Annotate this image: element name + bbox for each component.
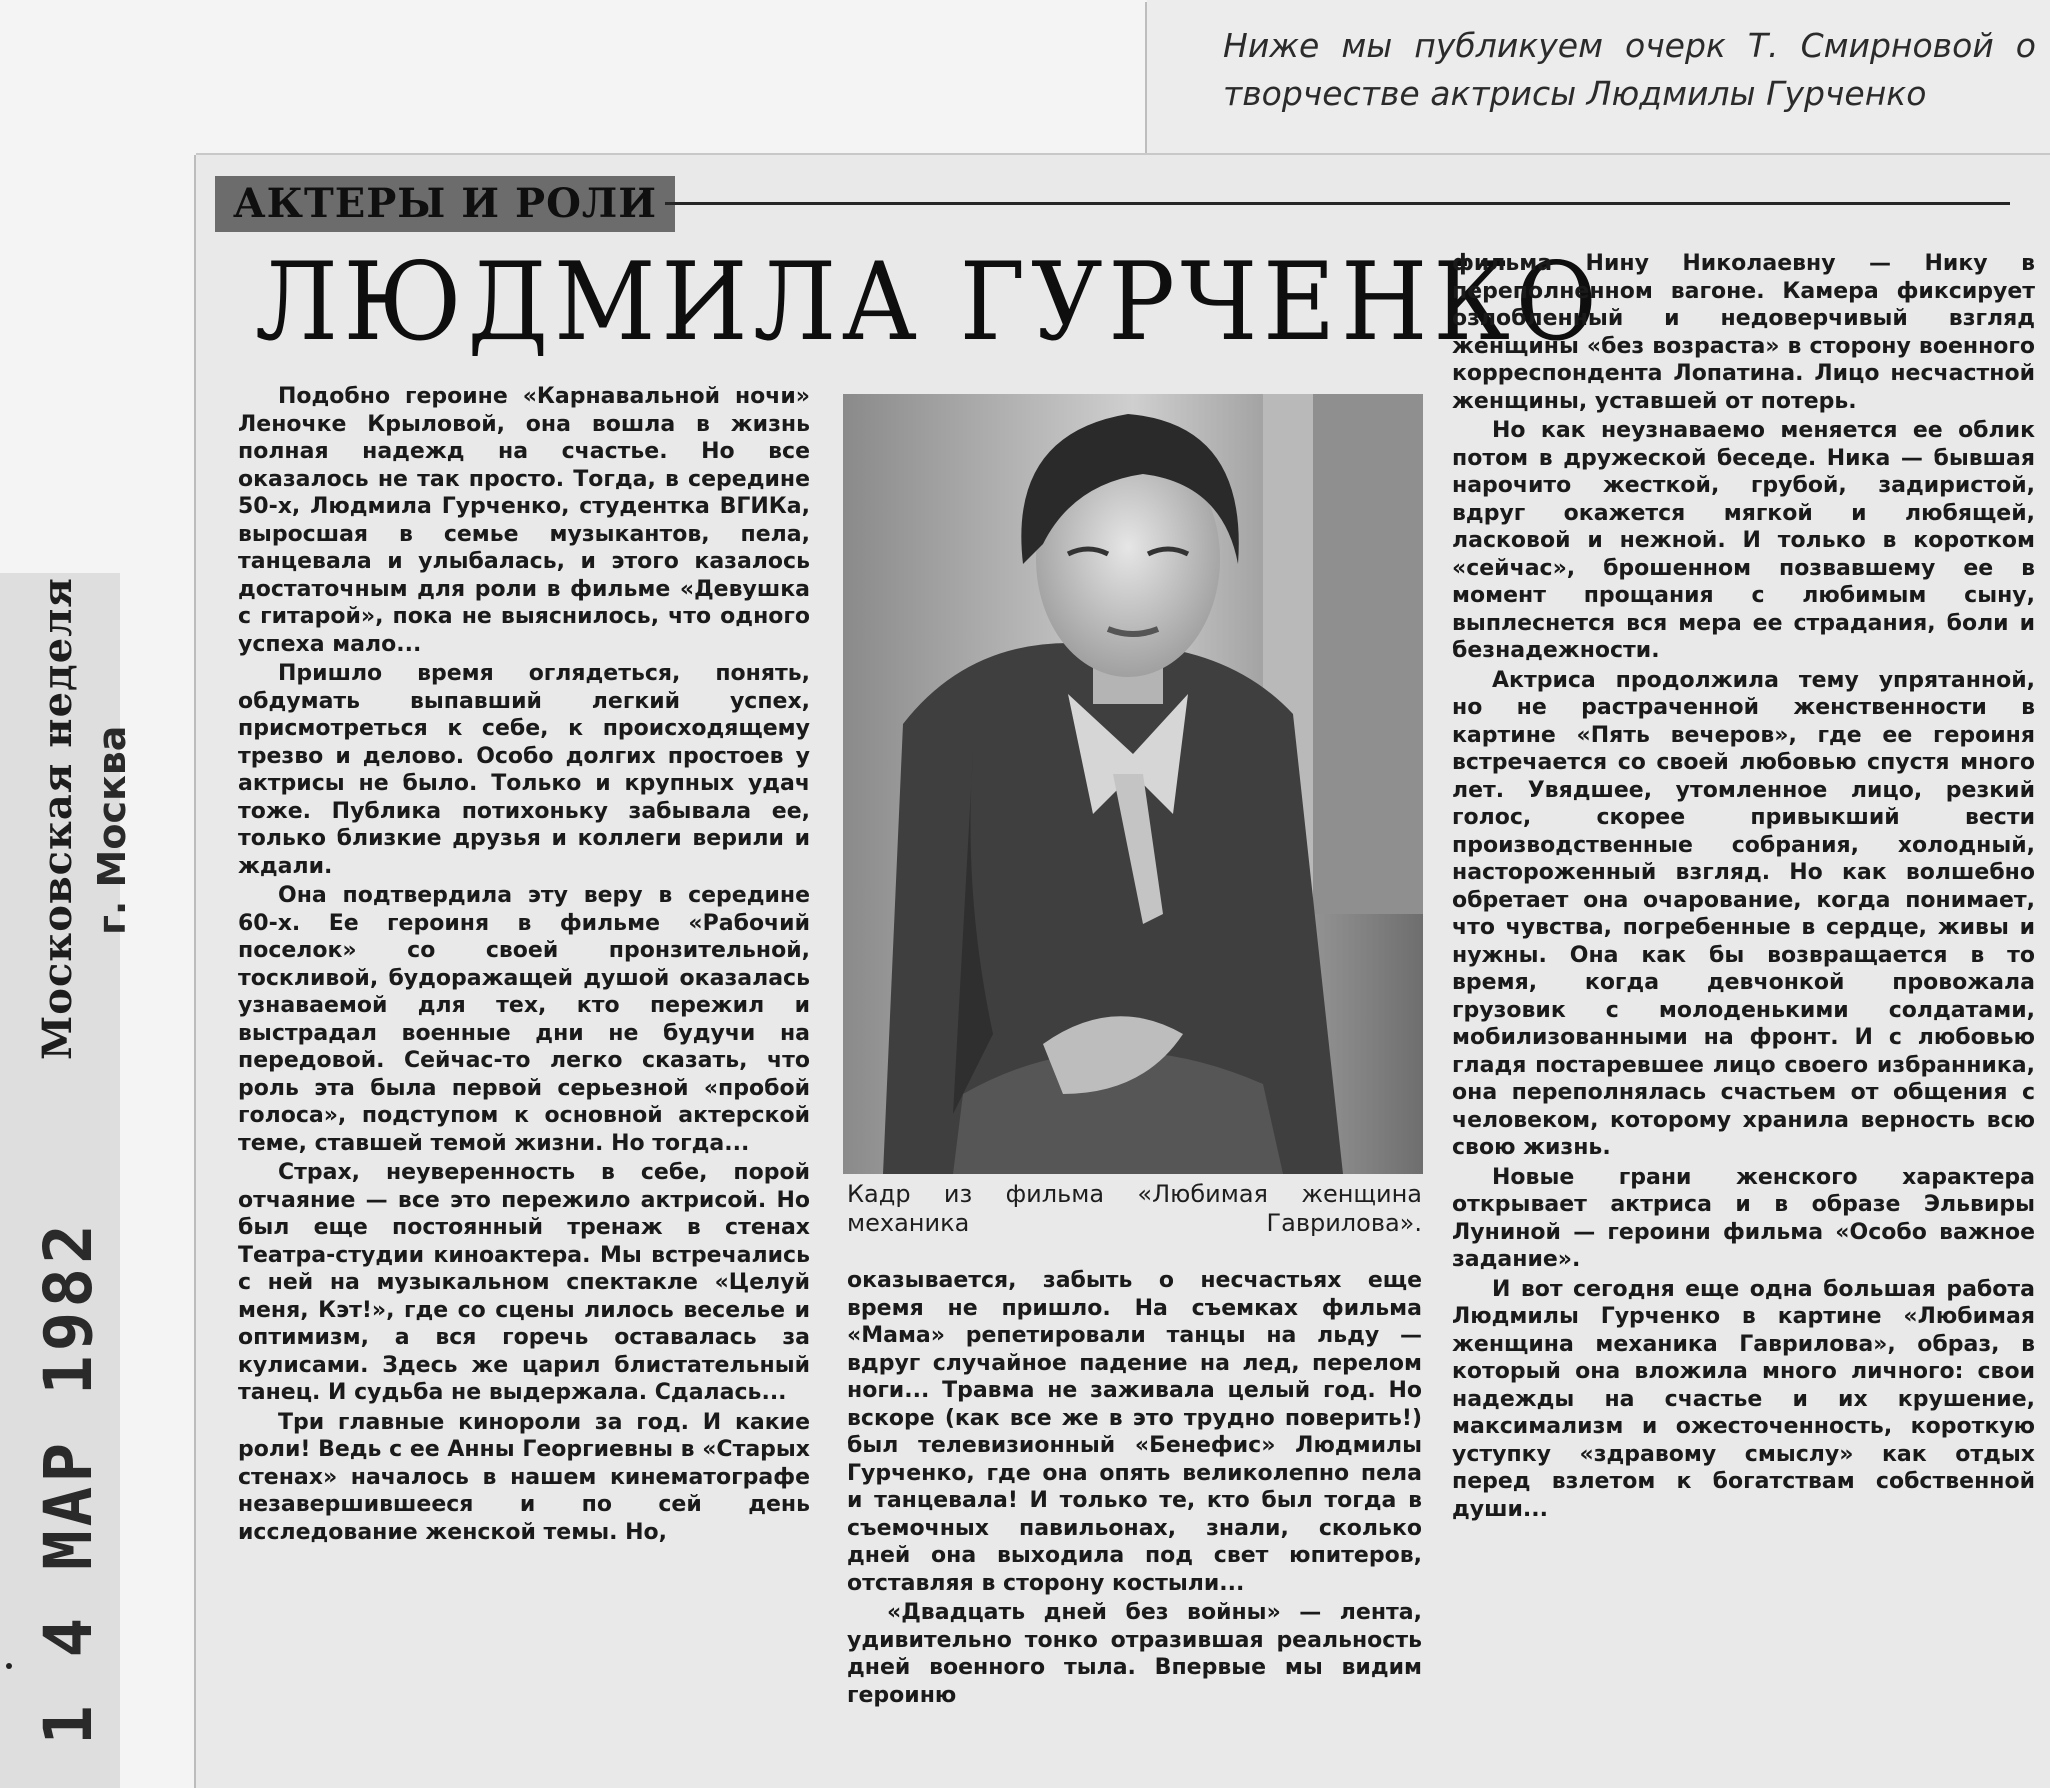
paragraph: оказывается, забыть о несчастьях еще время не пришло. На съемках фильма «Мама» репетировали танцы на льду — вдруг случайное падение на лед, перелом ноги... Травма не заживала целый год. Но вскоре (как все же в это трудно поверить!) был телевизионный «Бенефис» Людмилы Гурченко, где она опять великолепно пела и танцевала! И только те, кто был тогда в съемочных павильонах, знали, сколько дней она выходила под свет юпитеров, отставляя в сторону костыли... (847, 1268, 1422, 1596)
intro-note: Ниже мы публикуем очерк Т. Смирновой о творчестве актрисы Людмилы Гурченко (1147, 0, 2050, 204)
paragraph: Она подтвердила эту веру в середине 60-х. Ее героиня в фильме «Рабочий поселок» со своей пронзительной, тоскливой, будоражащей душой оказалась узнаваемой для тех, кто пережил и выстрадал военные дни не будучи на передовой. Сейчас-то легко сказать, что роль эта была первой серьезной «пробой голоса», подступом к основной актерской теме, ставшей темой жизни. Но тогда... (238, 883, 810, 1156)
paragraph: Актриса продолжила тему упрятанной, но не растраченной женственности в картине «Пять вечеров», где ее героиня встречается со своей любовью спустя много лет. Увядшее, утомленное лицо, резкий голос, скорее привыкший вести производственные собрания, холодный, настороженный взгляд. Но как волшебно обретает она очарование, когда понимает, что чувства, погребенные в сердце, живы и нужны. Она как бы возвращается в то время, когда девчонкой провожала грузовик с молоденькими солдатами, мобилизованными на фронт. И с любовью гладя постаревшее лицо своего избранника, она переполнялась счастьем от общения с человеком, которому хранила верность всю свою жизнь. (1452, 667, 2035, 1160)
paragraph: Но как неузнаваемо меняется ее облик потом в дружеской беседе. Ника — бывшая нарочито жесткой, грубой, задиристой, вдруг окажется мягкой и любящей, ласковой и нежной. И только в коротком «сейчас», брошенном позвавшему ее в момент прощания с любимым сыну, выплеснется вся мера ее страдания, боли и безнадежности. (1452, 418, 2035, 663)
paragraph: фильма Нину Николаевну — Нику в переполненном вагоне. Камера фиксирует озлобленный и недоверчивый взгляд женщины «без возраста» в сторону военного корреспондента Лопатина. Лицо несчастной женщины, уставшей от потерь. (1452, 251, 2035, 414)
photo-caption: Кадр из фильма «Любимая женщина механика Гаврилова». (847, 1180, 1422, 1237)
paper-speck (6, 1663, 12, 1669)
newspaper-city: г. Москва (90, 725, 134, 935)
article-column-2 (847, 1267, 1422, 1711)
paragraph: «Двадцать дней без войны» — лента, удивительно тонко отразившая реальность дней военного тыла. Впервые мы видим героиню (847, 1600, 1422, 1708)
paragraph: Три главные кинороли за год. И какие роли! Ведь с ее Анны Георгиевны в «Старых стенах» началось в нашем кинематографе незавершившееся и по сей день исследование женской темы. Но, (238, 1409, 810, 1545)
newspaper-name: Московская неделя (34, 577, 81, 1060)
article-column-3 (1452, 250, 2035, 1525)
paragraph: Подобно героине «Карнавальной ночи» Леночке Крыловой, она вошла в жизнь полная надежд на счастье. Но все оказалось не так просто. Тогда, в середине 50-х, Людмила Гурченко, студентка ВГИКа, выросшая в семье музыкантов, пела, танцевала и улыбалась, и этого казалось достаточным для роли в фильме «Девушка с гитарой», пока не выяснилось, что одного успеха мало... (238, 384, 810, 657)
paragraph: И вот сегодня еще одна большая работа Людмилы Гурченко в картине «Любимая женщина механика Гаврилова», образ, в который она вложила много личного: свои надежды на счастье и их крушение, максимализм и ожесточенность, короткую уступку «здравому смыслу» как отдых перед взлетом к богатствам собственной души... (1452, 1276, 2035, 1522)
rubric-label: АКТЕРЫ И РОЛИ (215, 176, 675, 232)
date-stamp: 1 4 МАР 1982 (30, 1220, 107, 1745)
article-column-1 (238, 383, 810, 1548)
actress-photo (843, 394, 1423, 1174)
rubric-rule (665, 202, 2010, 205)
paragraph: Страх, неуверенность в себе, порой отчаяние — все это пережило актрисой. Но был еще постоянный тренаж в стенах Театра-студии киноактера. Мы встречались с ней на музыкальном спектакле «Целуй меня, Кэт!», где со сцены лилось веселье и оптимизм, а вся горечь оставалась за кулисами. Здесь же царил блистательный танец. И судьба не выдержала. Сдалась... (238, 1160, 810, 1405)
headline: ЛЮДМИЛА ГУРЧЕНКО (255, 240, 1603, 365)
paragraph: Пришло время оглядеться, понять, обдумать выпавший легкий успех, присмотреться к себе, к происходящему трезво и делово. Особо долгих простоев у актрисы не было. Только и крупных удач тоже. Публика потихоньку забывала ее, только близкие друзья и коллеги верили и ждали. (238, 661, 810, 879)
paragraph: Новые грани женского характера открывает актриса и в образе Эльвиры Луниной — героини фильма «Особо важное задание». (1452, 1164, 2035, 1272)
